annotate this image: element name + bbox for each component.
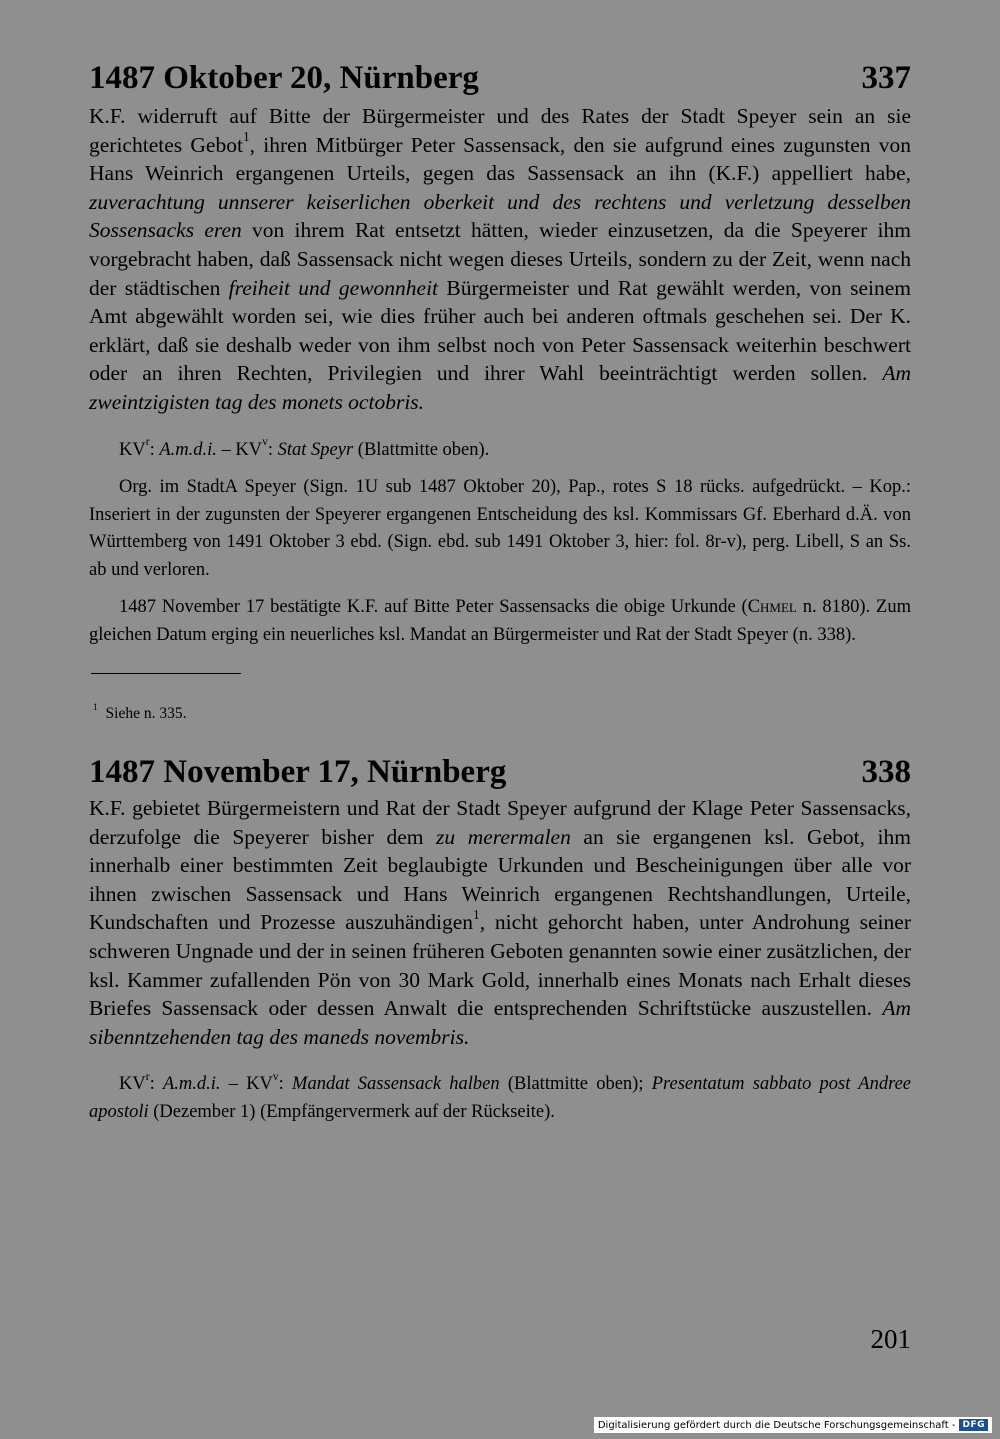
footnote-rule xyxy=(91,673,241,674)
kv-sep: : xyxy=(149,1074,163,1095)
kv-note xyxy=(89,437,911,465)
doc-number: 338 xyxy=(861,754,911,791)
footnote-marker: 1 xyxy=(242,129,250,145)
comment-text: 1487 November 17 bestätigte K.F. auf Bitte Peter Sassensacks die obige Urkunde ( xyxy=(119,597,748,618)
tradition-note: Org. im StadtA Speyer (Sign. 1U sub 1487 Oktober 20), Pap., rotes S 18 rücks. aufgedrückt. – Kop.: Inseriert in der zugunsten der Speyerer ergangenen Entscheidung des ksl. Kommissars Gf. Eberhard d.Ä. von Württemberg von 1491 Oktober 3 ebd. (Sign. ebd. sub 1491 Oktober 3, hier: fol. 8r-v), perg. Libell, S an Ss. ab und verloren. xyxy=(89,477,911,580)
kv-text: A.m.d.i. xyxy=(162,1074,221,1095)
regest-text: K.F. gebietet Bürgermeistern und Rat der Stadt Speyer aufgrund der Klage Peter Sassensacks, derzufolge die Speyerer bisher dem xyxy=(89,796,911,849)
kv-text: (Blattmitte oben); xyxy=(499,1074,652,1095)
kv-sup: r xyxy=(145,436,150,449)
comment-note xyxy=(89,594,911,649)
kv-label: KV xyxy=(119,1074,146,1095)
kv-sep: : xyxy=(149,439,160,460)
quotation: freiheit und gewonnheit xyxy=(228,275,439,300)
dating-clause: Am zweintzigisten tag des monets octobris. xyxy=(89,361,911,414)
comment-text: n. 8180). Zum gleichen Datum erging ein neuerliches ksl. Mandat an Bürgermeister und Rat der Stadt Speyer (n. 338). xyxy=(89,597,911,645)
credit-text: Digitalisierung gefördert durch die Deutsche Forschungsgemeinschaft - xyxy=(597,1419,956,1431)
doc-heading-337 xyxy=(89,58,911,98)
footnote-number: 1 xyxy=(93,701,98,713)
kv-sup: r xyxy=(145,1071,150,1084)
doc-heading-date: 1487 November 17, Nürnberg xyxy=(89,754,507,791)
regest-text: K.F. widerruft auf Bitte der Bürgermeister und des Rates der Stadt Speyer sein an sie gerichtetes Gebot xyxy=(89,104,911,157)
dfg-logo: DFG xyxy=(959,1419,988,1431)
kv-text: Stat Speyr xyxy=(277,439,354,460)
regest-paragraph xyxy=(89,794,911,1051)
kv-sup: v xyxy=(272,1071,279,1084)
regest-text: , ihren Mitbürger Peter Sassensack, den sie aufgrund eines zugunsten von Hans Weinrich ergangenen Urteils, gegen das Sassensack an ihn (K.F.) appelliert habe, xyxy=(89,132,911,186)
doc-heading-338 xyxy=(89,752,911,792)
quotation: zuverachtung unnserer keiserlichen oberkeit und des rechtens und verletzung desselben Sossensacks eren xyxy=(89,189,911,243)
kv-label: – KV xyxy=(220,1074,273,1095)
regest-text: von ihrem Rat entsetzt hätten, wieder einzusetzen, da die Speyerer ihm vorgebracht haben, daß Sassensack nicht wegen dieses Urteils, sondern zu der Zeit, wenn nach der städtischen xyxy=(89,218,911,300)
footnote-marker: 1 xyxy=(473,907,480,923)
regest-text: , nicht gehorcht haben, unter Androhung seiner schweren Ungnade und der in seinen früheren Geboten genannten sowie einer zusätzlichen, der ksl. Kammer zufallenden Pön von 30 Mark Gold, innerhalb eines Monats nach Erhalt dieses Briefes Sassensack oder dessen Anwalt die entsprechenden Schriftstücke auszustellen. xyxy=(89,910,911,1021)
kv-text: A.m.d.i. xyxy=(159,439,217,460)
footnote xyxy=(89,701,911,724)
kv-label: KV xyxy=(119,439,146,460)
kv-note xyxy=(89,1071,911,1126)
page-content xyxy=(89,58,911,1126)
dating-clause: Am sibenntzehenden tag des maneds novembris. xyxy=(89,996,911,1049)
page-number: 201 xyxy=(870,1324,911,1354)
regest-text: an sie ergangenen ksl. Gebot, ihm innerhalb einer bestimmten Zeit beglaubigte Urkunden und Bescheinigungen über alle vor ihnen zwischen Sassensack und Hans Weinrich ergangenen Rechtshandlungen, Urteile, Kundschaften und Prozesse auszuhändigen xyxy=(89,824,912,935)
kv-text: (Blattmitte oben). xyxy=(353,439,490,460)
author-name: Chmel xyxy=(747,597,797,618)
kv-sep: : xyxy=(267,439,278,460)
doc-number: 337 xyxy=(861,60,911,96)
funding-credit xyxy=(594,1417,992,1433)
quotation: zu merermalen xyxy=(436,824,571,849)
kv-sup: v xyxy=(262,436,268,449)
kv-text: Mandat Sassensack halben xyxy=(292,1074,500,1095)
kv-text: Presentatum sabbato post Andree apostoli xyxy=(89,1074,912,1122)
regest-text: Bürgermeister und Rat gewählt werden, von seinem Amt abgewählt worden sei, wie dies früher auch bei anderen oftmals geschehen sei. Der K. erklärt, daß sie deshalb weder von ihm selbst noch von Peter Sassensack weiterhin beschwert oder an ihren Rechten, Privilegien und ihrer Wahl beeinträchtigt werden sollen. xyxy=(89,275,911,386)
footnote-text: Siehe n. 335. xyxy=(105,705,187,723)
doc-heading-date: 1487 Oktober 20, Nürnberg xyxy=(89,60,479,96)
kv-sep: : xyxy=(278,1074,293,1095)
kv-label: – KV xyxy=(216,439,263,460)
kv-text: (Dezember 1) (Empfängervermerk auf der Rückseite). xyxy=(148,1101,555,1122)
regest-paragraph xyxy=(89,102,911,417)
